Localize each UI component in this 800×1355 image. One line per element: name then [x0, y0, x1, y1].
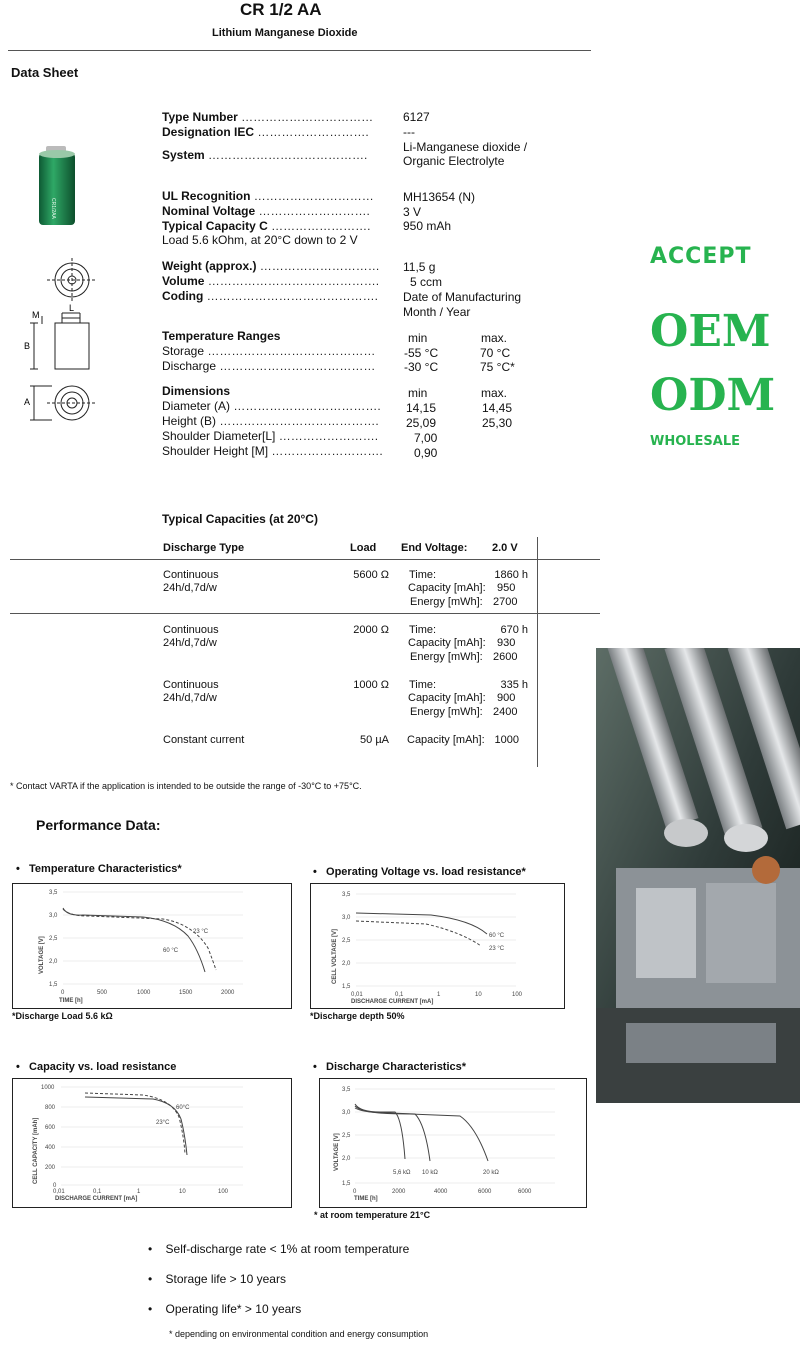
- spec-system: System ………………………………….: [162, 148, 368, 162]
- contact-note: * Contact VARTA if the application is intended to be outside the range of -30°C to +75°C.: [10, 781, 362, 791]
- dimensions-height-max: 25,30: [482, 416, 513, 430]
- dim-label-m: M: [32, 310, 40, 320]
- oem-text: OEM: [650, 306, 771, 357]
- typical-title: Typical Capacities (at 20°C): [162, 512, 318, 526]
- cap-row-value3: 2700: [493, 596, 518, 608]
- svg-text:0,01: 0,01: [351, 992, 363, 998]
- chart-voltage: [310, 883, 565, 1009]
- svg-text:0: 0: [53, 1183, 57, 1189]
- spec-load-note: Load 5.6 kOhm, at 20°C down to 2 V: [162, 233, 358, 247]
- cap-row-label1: Time:: [409, 624, 437, 636]
- dim-label-b: B: [24, 341, 31, 351]
- svg-text:800: 800: [45, 1105, 56, 1111]
- svg-text:5,6 kΩ: 5,6 kΩ: [393, 1170, 411, 1176]
- cap-row-type: Continuous: [163, 569, 219, 581]
- svg-text:VOLTAGE [V]: VOLTAGE [V]: [334, 1133, 340, 1171]
- svg-text:4000: 4000: [434, 1189, 448, 1195]
- spec-ul: UL Recognition …………………………: [162, 189, 374, 203]
- accept-text: ACCEPT: [650, 244, 752, 269]
- spec-voltage-value: 3 V: [403, 205, 422, 219]
- spec-coding-value: Date of Manufacturing: [403, 290, 522, 304]
- header-divider: [8, 50, 591, 51]
- table-header-rule: [10, 559, 600, 560]
- spec-coding-value2: Month / Year: [403, 305, 471, 319]
- svg-text:1000: 1000: [41, 1085, 55, 1091]
- svg-text:10 kΩ: 10 kΩ: [422, 1170, 438, 1176]
- dimensions-max-label: max.: [481, 386, 508, 400]
- cap-row-label2: Capacity [mAh]:: [408, 692, 486, 704]
- cap-row-label3: Energy [mWh]:: [410, 651, 483, 663]
- chart-voltage-svg: [311, 884, 564, 1008]
- svg-text:CR1/2AA: CR1/2AA: [50, 198, 56, 219]
- dimension-drawing: [22, 258, 112, 433]
- page-title: CR 1/2 AA: [240, 0, 322, 19]
- svg-text:1,5: 1,5: [342, 984, 351, 990]
- svg-text:2,5: 2,5: [342, 1133, 351, 1139]
- cap-row-type2: 24h/d,7d/w: [163, 582, 217, 594]
- temperature-max-label: max.: [481, 331, 508, 345]
- dimensions-height-min: 25,09: [406, 416, 437, 430]
- cap-row-load: 1000 Ω: [353, 679, 389, 691]
- header-load: Load: [350, 542, 377, 554]
- svg-text:2,0: 2,0: [342, 961, 351, 967]
- spec-coding: Coding …………………………………….: [162, 289, 379, 303]
- chart-temp: [12, 883, 292, 1009]
- chart-discharge: [319, 1078, 587, 1208]
- table-row-rule: [10, 613, 600, 614]
- svg-text:2000: 2000: [221, 990, 235, 996]
- dimensions-shoulder-height: Shoulder Height [M] ……………………….: [162, 444, 383, 458]
- chart-temp-note: *Discharge Load 5.6 kΩ: [12, 1011, 113, 1021]
- svg-text:500: 500: [97, 990, 108, 996]
- cap-row-label2: Capacity [mAh]:: [408, 637, 486, 649]
- dimensions-shoulder-diameter-min: 7,00: [414, 431, 438, 445]
- svg-text:1: 1: [437, 992, 441, 998]
- svg-text:23°C: 23°C: [156, 1120, 170, 1126]
- cap-row-type2: 24h/d,7d/w: [163, 692, 217, 704]
- chart-temp-svg: [13, 884, 291, 1008]
- chart-capacity: [12, 1078, 292, 1208]
- svg-text:20 kΩ: 20 kΩ: [483, 1170, 499, 1176]
- spec-capacity-value: 950 mAh: [403, 219, 452, 233]
- dimensions-shoulder-height-min: 0,90: [414, 446, 438, 460]
- chart-capacity-svg: [13, 1079, 291, 1207]
- chart-discharge-title: • Discharge Characteristics*: [313, 1061, 467, 1073]
- svg-text:10: 10: [475, 992, 482, 998]
- header-discharge-type: Discharge Type: [163, 542, 245, 554]
- cap-row-type: Continuous: [163, 624, 219, 636]
- dimensions-height: Height (B) ………………………………….: [162, 414, 379, 428]
- svg-text:3,5: 3,5: [342, 892, 351, 898]
- spec-capacity: Typical Capacity C …………………….: [162, 219, 371, 233]
- dimensions-diameter-max: 14,45: [482, 401, 513, 415]
- temperature-discharge-min: -30 °C: [404, 360, 439, 374]
- svg-text:600: 600: [45, 1125, 56, 1131]
- chart-discharge-svg: [320, 1079, 586, 1207]
- svg-text:TIME [h]: TIME [h]: [59, 998, 83, 1004]
- svg-text:2000: 2000: [392, 1189, 406, 1195]
- svg-text:60 °C: 60 °C: [163, 948, 179, 954]
- svg-text:3,0: 3,0: [49, 913, 58, 919]
- dimensions-diameter: Diameter (A) ……………………………….: [162, 399, 381, 413]
- dim-label-a: A: [24, 397, 31, 407]
- spec-weight-value: 11,5 g: [403, 260, 436, 274]
- svg-text:0: 0: [61, 990, 65, 996]
- svg-text:400: 400: [45, 1145, 56, 1151]
- spec-volume: Volume …………………………………….: [162, 274, 380, 288]
- svg-text:0,1: 0,1: [395, 992, 404, 998]
- cap-row-load: 5600 Ω: [353, 569, 389, 581]
- cap-row-label3: Energy [mWh]:: [410, 596, 483, 608]
- svg-text:0,1: 0,1: [93, 1189, 102, 1195]
- cap-row-value3: 2600: [493, 651, 518, 663]
- temperature-storage-max: 70 °C: [480, 346, 511, 360]
- spec-volume-value: 5 ccm: [410, 275, 443, 289]
- svg-text:1: 1: [137, 1189, 141, 1195]
- cap-row-label1: Time:: [409, 569, 437, 581]
- spec-weight: Weight (approx.) …………………………: [162, 259, 380, 273]
- temperature-storage: Storage ……………………………………: [162, 344, 376, 358]
- bullet-operating-life: • Operating life* > 10 years: [148, 1302, 302, 1316]
- odm-text: ODM: [650, 370, 776, 421]
- cap-row-value1: 1000: [494, 734, 519, 746]
- cap-row-type: Constant current: [163, 734, 245, 746]
- svg-text:6000: 6000: [518, 1189, 532, 1195]
- header-end-voltage-value: 2.0 V: [492, 542, 518, 554]
- spec-voltage: Nominal Voltage ……………………….: [162, 204, 370, 218]
- temperature-discharge: Discharge …………………………………: [162, 359, 376, 373]
- bullet-storage-life: • Storage life > 10 years: [148, 1272, 286, 1286]
- cap-row-label1: Time:: [409, 679, 437, 691]
- svg-text:2,5: 2,5: [342, 938, 351, 944]
- wholesale-text: WHOLESALE: [650, 434, 741, 449]
- chart-temp-title: • Temperature Characteristics*: [16, 863, 182, 875]
- spec-type-number-value: 6127: [403, 110, 430, 124]
- footnote: * depending on environmental condition and energy consumption: [169, 1329, 429, 1339]
- table-vertical-rule: [537, 537, 538, 767]
- cap-row-value2: 950: [497, 582, 516, 594]
- svg-text:2,5: 2,5: [49, 936, 58, 942]
- temperature-min-label: min: [408, 331, 428, 345]
- cap-row-value2: 900: [497, 692, 516, 704]
- svg-text:DISCHARGE CURRENT [mA]: DISCHARGE CURRENT [mA]: [351, 999, 434, 1005]
- header-end-voltage: End Voltage:: [401, 542, 468, 554]
- chart-voltage-note: *Discharge depth 50%: [310, 1011, 405, 1021]
- svg-text:1500: 1500: [179, 990, 193, 996]
- spec-ul-value: MH13654 (N): [403, 190, 476, 204]
- svg-text:0: 0: [353, 1189, 357, 1195]
- svg-text:60°C: 60°C: [176, 1105, 190, 1111]
- temperature-storage-min: -55 °C: [404, 346, 439, 360]
- spec-designation-iec-value: ---: [403, 125, 415, 139]
- chart-discharge-note: * at room temperature 21°C: [314, 1210, 431, 1220]
- cap-row-value2: 930: [497, 637, 516, 649]
- performance-title: Performance Data:: [36, 817, 161, 833]
- svg-text:23 °C: 23 °C: [489, 946, 505, 952]
- temperature-title: Temperature Ranges: [162, 329, 281, 343]
- chart-voltage-title: • Operating Voltage vs. load resistance*: [313, 866, 526, 878]
- svg-text:2,0: 2,0: [342, 1156, 351, 1162]
- svg-text:23 °C: 23 °C: [193, 929, 209, 935]
- cap-row-label3: Energy [mWh]:: [410, 706, 483, 718]
- svg-text:1000: 1000: [137, 990, 151, 996]
- svg-text:3,0: 3,0: [342, 915, 351, 921]
- svg-text:60 °C: 60 °C: [489, 933, 505, 939]
- cap-row-value1: 1860 h: [494, 569, 528, 581]
- battery-image: [32, 143, 82, 228]
- spec-designation-iec: Designation IEC ……………………….: [162, 125, 369, 139]
- page-subtitle: Lithium Manganese Dioxide: [212, 27, 358, 39]
- svg-text:VOLTAGE [V]: VOLTAGE [V]: [39, 936, 45, 974]
- spec-system-value: Li-Manganese dioxide /: [403, 140, 528, 154]
- svg-text:100: 100: [512, 992, 523, 998]
- svg-text:0,01: 0,01: [53, 1189, 65, 1195]
- svg-text:3,0: 3,0: [342, 1110, 351, 1116]
- spec-type-number: Type Number ……………………………: [162, 110, 374, 124]
- dimensions-shoulder-diameter: Shoulder Diameter[L] …………………….: [162, 429, 379, 443]
- svg-text:2,0: 2,0: [49, 959, 58, 965]
- cap-row-value1: 335 h: [500, 679, 528, 691]
- svg-text:3,5: 3,5: [342, 1087, 351, 1093]
- cap-row-label1: Capacity [mAh]:: [407, 734, 485, 746]
- dimensions-diameter-min: 14,15: [406, 401, 437, 415]
- section-title: Data Sheet: [11, 65, 79, 80]
- svg-text:DISCHARGE CURRENT [mA]: DISCHARGE CURRENT [mA]: [55, 1196, 138, 1202]
- svg-text:6000: 6000: [478, 1189, 492, 1195]
- svg-text:1,5: 1,5: [342, 1181, 351, 1187]
- cap-row-load: 50 µA: [360, 734, 389, 746]
- temperature-discharge-max: 75 °C*: [480, 360, 515, 374]
- cap-row-type2: 24h/d,7d/w: [163, 637, 217, 649]
- svg-text:1,5: 1,5: [49, 982, 58, 988]
- cap-row-load: 2000 Ω: [353, 624, 389, 636]
- svg-text:10: 10: [179, 1189, 186, 1195]
- svg-text:3,5: 3,5: [49, 890, 58, 896]
- svg-text:TIME [h]: TIME [h]: [354, 1196, 378, 1202]
- dim-label-l: L: [69, 303, 75, 313]
- bullet-self-discharge: • Self-discharge rate < 1% at room temperature: [148, 1242, 410, 1256]
- dimensions-title: Dimensions: [162, 384, 231, 398]
- machine-photo: [596, 648, 800, 1103]
- svg-text:100: 100: [218, 1189, 229, 1195]
- svg-text:CELL CAPACITY [mAh]: CELL CAPACITY [mAh]: [33, 1117, 39, 1184]
- cap-row-type: Continuous: [163, 679, 219, 691]
- cap-row-value3: 2400: [493, 706, 518, 718]
- cap-row-label2: Capacity [mAh]:: [408, 582, 486, 594]
- svg-text:200: 200: [45, 1165, 56, 1171]
- chart-capacity-title: • Capacity vs. load resistance: [16, 1061, 177, 1073]
- dimensions-min-label: min: [408, 386, 428, 400]
- svg-text:CELL VOLTAGE [V]: CELL VOLTAGE [V]: [332, 929, 338, 984]
- cap-row-value1: 670 h: [500, 624, 528, 636]
- spec-system-value2: Organic Electrolyte: [403, 154, 505, 168]
